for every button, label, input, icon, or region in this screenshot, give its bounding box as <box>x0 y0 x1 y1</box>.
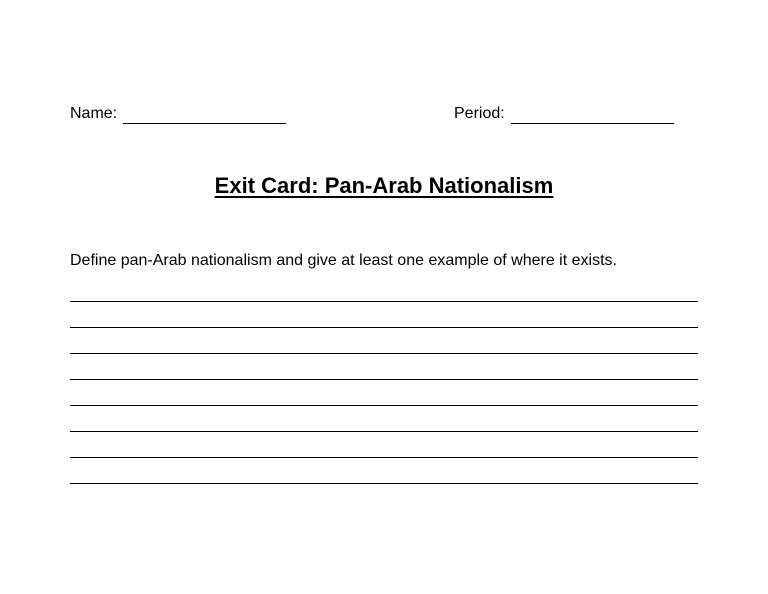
period-blank[interactable] <box>511 107 674 124</box>
answer-line[interactable] <box>70 432 698 458</box>
name-field <box>70 104 286 124</box>
answer-line[interactable] <box>70 458 698 484</box>
answer-lines <box>70 300 698 484</box>
answer-line[interactable] <box>70 380 698 406</box>
answer-line[interactable] <box>70 406 698 432</box>
period-label: Period: <box>454 105 505 122</box>
period-field <box>454 104 674 124</box>
page-title: Exit Card: Pan-Arab Nationalism <box>214 173 554 198</box>
answer-line[interactable] <box>70 354 698 380</box>
question-prompt: Define pan-Arab nationalism and give at least one example of where it exists. <box>70 252 617 269</box>
answer-line[interactable] <box>70 302 698 328</box>
header-fields <box>70 104 690 128</box>
name-label: Name: <box>70 105 118 122</box>
name-blank[interactable] <box>123 107 286 124</box>
answer-line[interactable] <box>70 328 698 354</box>
